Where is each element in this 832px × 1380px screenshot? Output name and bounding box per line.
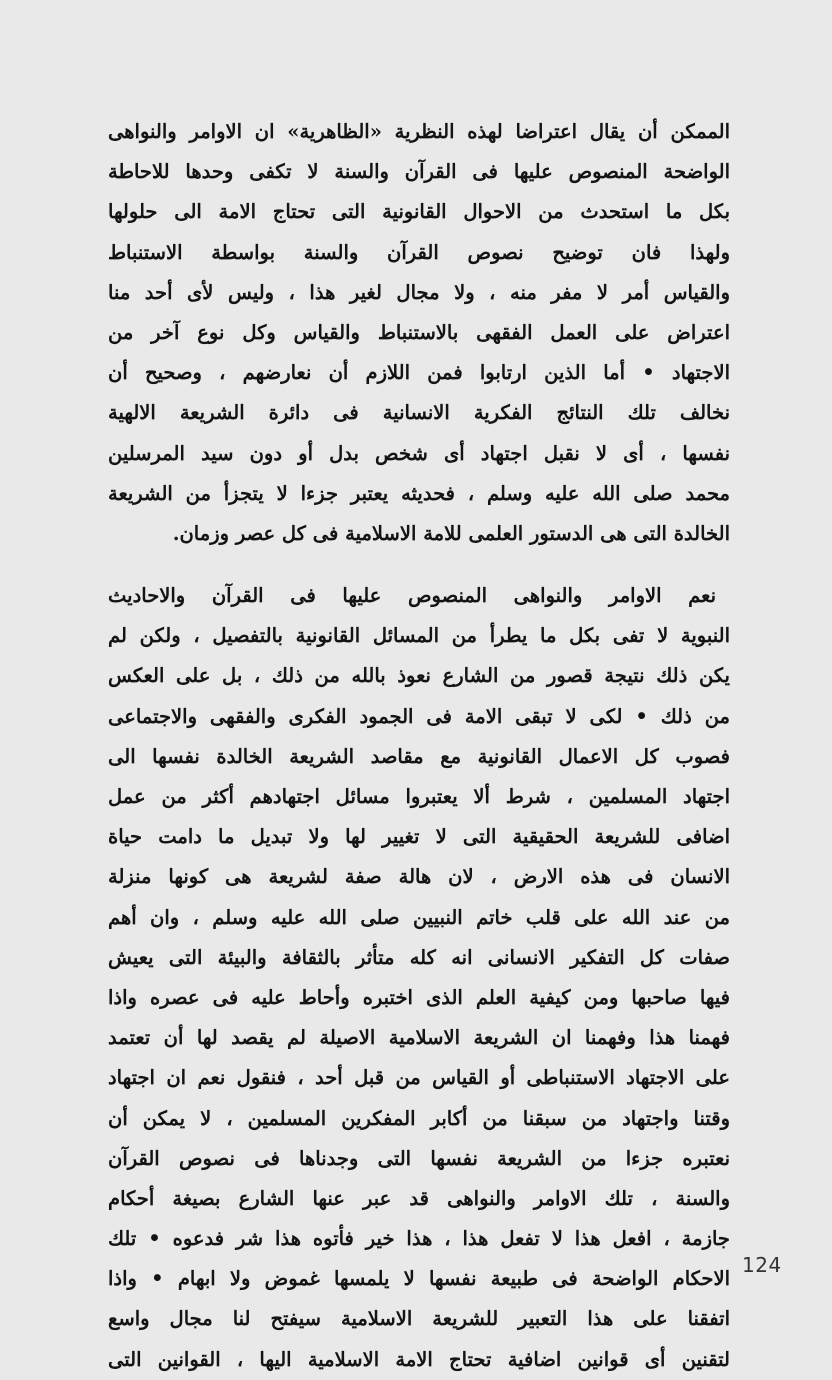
text-line: بكل ما استحدث من الاحوال القانونية التى تحتاج الامة الى حلولها	[108, 200, 730, 224]
paragraph-2	[108, 576, 730, 1380]
text-line: فصوب كل الاعمال القانونية مع مقاصد الشريعة الخالدة نفسها الى	[108, 744, 730, 768]
text-line: الواضحة المنصوص عليها فى القرآن والسنة لا تكفى وحدها للاحاطة	[108, 160, 730, 184]
text-line: وقتنا واجتهاد من سبقنا من أكابر المفكرين المسلمين ، لا يمكن أن	[108, 1106, 730, 1130]
text-line: الممكن أن يقال اعتراضا لهذه النظرية «الظاهرية» ان الاوامر والنواهى	[108, 120, 730, 143]
text-line: جازمة ، افعل هذا لا تفعل هذا ، هذا خير فأتوه هذا شر فدعوه • تلك	[108, 1227, 730, 1251]
page-number: 124	[742, 1253, 782, 1277]
text-line: الانسان فى هذه الارض ، لان هالة صفة لشريعة هى كونها منزلة	[108, 865, 730, 889]
paragraph-1	[108, 112, 730, 554]
body-text	[108, 112, 730, 1380]
text-line: فيها صاحبها ومن كيفية العلم الذى اختبره وأحاط عليه فى عصره واذا	[108, 985, 730, 1009]
text-line: النبوية لا تفى بكل ما يطرأ من المسائل القانونية بالتفصيل ، ولكن لم	[108, 624, 730, 648]
text-line: نعم الاوامر والنواهى المنصوص عليها فى القرآن والاحاديث	[108, 584, 716, 608]
text-line: نخالف تلك النتائج الفكرية الانسانية فى دائرة الشريعة الالهية	[108, 401, 730, 425]
text-line: فهمنا هذا وفهمنا ان الشريعة الاسلامية الاصيلة لم يقصد لها أن تعتمد	[108, 1026, 730, 1050]
text-line: اضافى للشريعة الحقيقية التى لا تغيير لها ولا تبديل ما دامت حياة	[108, 825, 730, 849]
text-line: الخالدة التى هى الدستور العلمى للامة الاسلامية فى كل عصر وزمان.	[172, 521, 730, 545]
text-line: اجتهاد المسلمين ، شرط ألا يعتبروا مسائل اجتهادهم أكثر من عمل	[108, 785, 730, 808]
text-line: لتقنين أى قوانين اضافية تحتاج الامة الاسلامية اليها ، القوانين التى	[108, 1347, 730, 1371]
text-line: محمد صلى الله عليه وسلم ، فحديثه يعتبر جزءا لا يتجزأ من الشريعة	[108, 481, 730, 505]
text-line: صفات كل التفكير الانسانى انه كله متأثر بالثقافة والبيئة التى يعيش	[108, 945, 730, 969]
text-line: يكن ذلك نتيجة قصور من الشارع نعوذ بالله من ذلك ، بل على العكس	[108, 664, 730, 688]
paragraph-gap	[108, 554, 730, 576]
text-line: نفسها ، أى لا نقبل اجتهاد أى شخص بدل أو دون سيد المرسلين	[108, 441, 730, 465]
text-line: على الاجتهاد الاستنباطى أو القياس من قبل أحد ، فنقول نعم ان اجتهاد	[108, 1066, 730, 1090]
text-line: الاحكام الواضحة فى طبيعة نفسها لا يلمسها غموض ولا ابهام • واذا	[108, 1267, 730, 1291]
text-line: الاجتهاد • أما الذين ارتابوا فمن اللازم أن نعارضهم ، وصحيح أن	[108, 361, 730, 385]
text-line: اتفقنا على هذا التعبير للشريعة الاسلامية سيفتح لنا مجال واسع	[108, 1307, 730, 1331]
text-line: من عند الله على قلب خاتم النبيين صلى الله عليه وسلم ، وان أهم	[108, 905, 730, 929]
text-line: ولهذا فان توضيح نصوص القرآن والسنة بواسطة الاستنباط	[108, 240, 730, 264]
text-line: والقياس أمر لا مفر منه ، ولا مجال لغير هذا ، وليس لأى أحد منا	[108, 280, 730, 304]
text-line: والسنة ، تلك الاوامر والنواهى قد عبر عنها الشارع بصيغة أحكام	[108, 1186, 730, 1210]
text-line: اعتراض على العمل الفقهى بالاستنباط والقياس وكل نوع آخر من	[108, 320, 730, 344]
text-line: نعتبره جزءا من الشريعة نفسها التى وجدناها فى نصوص القرآن	[108, 1146, 730, 1170]
text-line: من ذلك • لكى لا تبقى الامة فى الجمود الفكرى والفقهى والاجتماعى	[108, 704, 730, 728]
